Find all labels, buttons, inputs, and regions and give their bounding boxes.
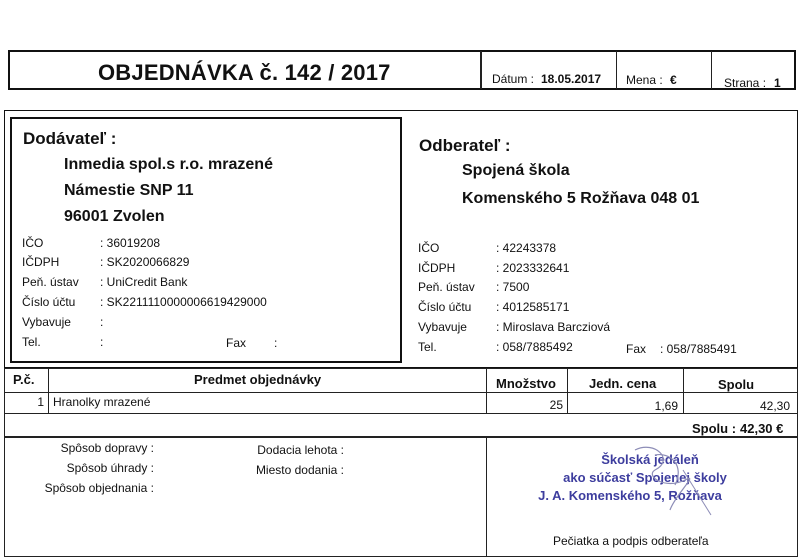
page-value: 1 [774,76,781,90]
date-value: 18.05.2017 [541,72,602,86]
customer-street: Komenského 5 Rožňava 048 01 [462,190,700,207]
customer-icdph-label: IČDPH [418,261,456,275]
sum-label: Spolu : [692,421,737,436]
payment-label: Spôsob úhrady : [66,461,154,475]
supplier-bank-value: : UniCredit Bank [100,275,188,289]
signature-caption: Pečiatka a podpis odberateľa [553,534,709,548]
row-no: 1 [37,395,44,409]
transport-label: Spôsob dopravy : [60,441,154,455]
customer-ico-value: : 42243378 [496,241,557,255]
ordering-label: Spôsob objednania : [44,481,154,495]
page-label: Strana : [724,76,767,90]
sum-value: 42,30 € [740,421,784,436]
supplier-name: Inmedia spol.s r.o. mrazené [64,156,273,173]
customer-account-label: Číslo účtu [418,300,472,314]
header-divider [711,51,712,89]
currency-label: Mena : [626,73,663,87]
customer-bank-label: Peň. ústav [418,280,475,294]
supplier-icdph-label: IČDPH [22,255,60,269]
signature-scribble [615,440,735,520]
supplier-city: 96001 Zvolen [64,208,165,225]
document-title: OBJEDNÁVKA č. 142 / 2017 [98,60,391,85]
table-col-divider [683,368,684,413]
supplier-bank-label: Peň. ústav [22,275,79,289]
supplier-heading: Dodávateľ : [23,129,117,148]
currency-value: € [670,73,677,87]
row-qty: 25 [549,398,563,412]
stamp-line-1: Školská jedáleň [601,452,699,467]
customer-fax-value: : 058/7885491 [660,342,737,356]
table-col-divider [567,368,568,413]
header-divider [480,51,482,89]
table-header-rule [4,392,798,393]
row-total: 42,30 [759,399,790,413]
customer-tel-label: Tel. [418,340,437,354]
supplier-account-value: : SK2211110000006619429000 [100,295,267,309]
delivery-term-label: Dodacia lehota : [257,443,344,457]
customer-contact-value: : Miroslava Barcziová [496,320,611,334]
table-col-divider [486,368,487,413]
row-item: Hranolky mrazené [53,395,151,409]
table-col-divider [48,368,49,413]
table-row-rule [4,413,798,414]
customer-icdph-value: : 2023332641 [496,261,570,275]
supplier-street: Námestie SNP 11 [64,182,194,199]
customer-account-value: : 4012585171 [496,300,570,314]
customer-name: Spojená škola [462,162,570,179]
customer-contact-label: Vybavuje [418,320,467,334]
supplier-contact-label: Vybavuje [22,315,71,329]
customer-fax-label: Fax [626,342,647,356]
delivery-place-label: Miesto dodania : [255,463,344,477]
date-label: Dátum : [492,72,535,86]
supplier-icdph-value: : SK2020066829 [100,255,190,269]
col-header-item: Predmet objednávky [194,372,322,387]
customer-ico-label: IČO [418,241,440,255]
col-header-total: Spolu [718,377,755,392]
supplier-account-label: Číslo účtu [22,295,76,309]
supplier-tel-value: : [100,335,104,349]
col-header-no: P.č. [13,372,35,387]
supplier-tel-label: Tel. [22,335,41,349]
supplier-fax-value: : [274,336,278,350]
row-unit-price: 1,69 [654,399,678,413]
header-divider [616,51,617,89]
stamp-line-3: J. A. Komenského 5, Rožňava [538,488,722,503]
customer-bank-value: : 7500 [496,280,530,294]
col-header-unit-price: Jedn. cena [589,376,657,391]
stamp-line-2: ako súčasť Spojenej školy [563,470,727,485]
col-header-qty: Množstvo [496,376,556,391]
supplier-fax-label: Fax [226,336,247,350]
customer-heading: Odberateľ : [419,136,511,155]
supplier-contact-value: : [100,315,104,329]
customer-tel-value: : 058/7885492 [496,340,573,354]
supplier-ico-label: IČO [22,236,44,250]
supplier-ico-value: : 36019208 [100,236,161,250]
